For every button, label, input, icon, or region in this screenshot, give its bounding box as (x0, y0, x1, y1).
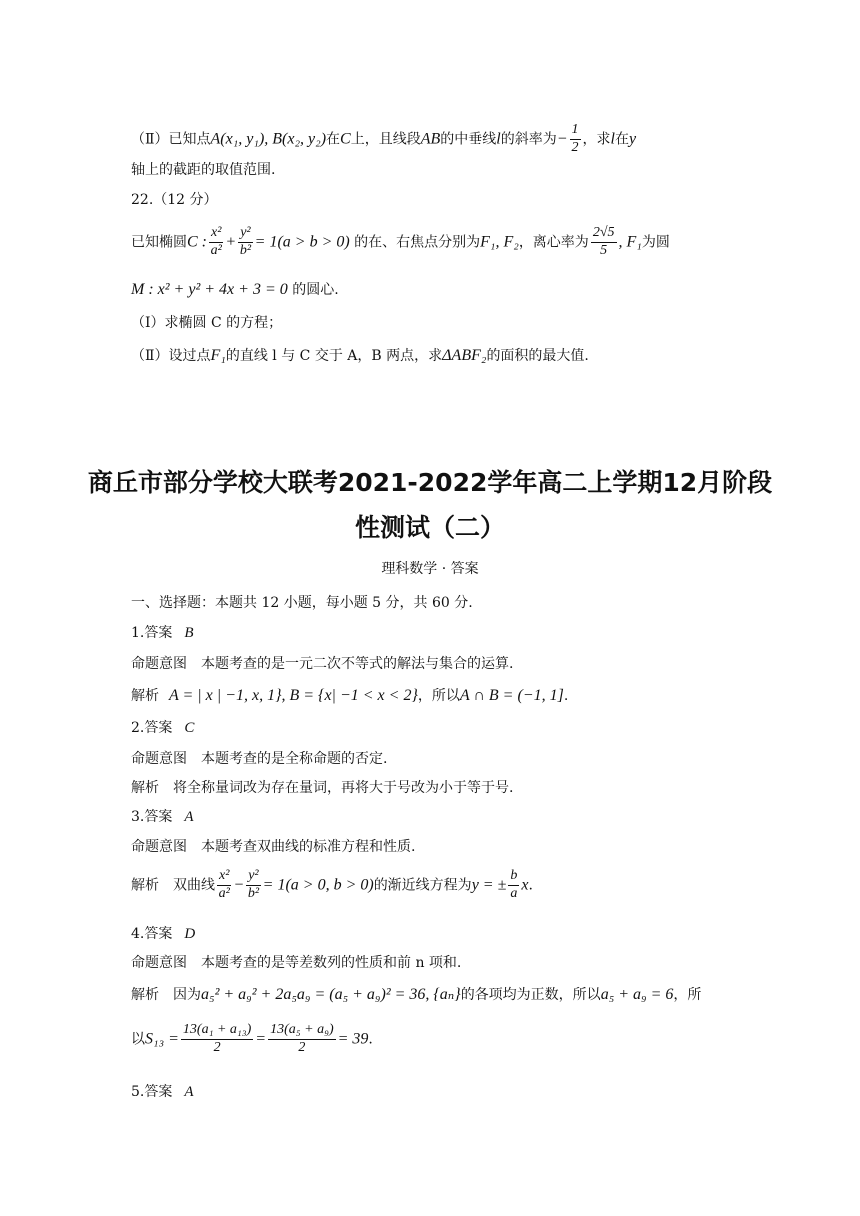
question-22-header: 22.（12 分） (131, 192, 218, 208)
answer-4-intent: 命题意图 本题考查的是等差数列的性质和前 n 项和. (131, 955, 462, 971)
math: y (628, 130, 637, 148)
minus-sign: − (233, 876, 245, 894)
math: A ∩ B = (−1, 1] (459, 687, 564, 704)
text: 的中垂线 (440, 131, 497, 148)
fraction (238, 225, 252, 260)
text: ，求 (582, 131, 611, 148)
math: A = | x | −1, x, 1}, B = {x| −1 < x < 2} (169, 687, 418, 704)
numerator: x² (209, 225, 223, 243)
denominator: a (510, 885, 518, 901)
page-subtitle: 理科数学 · 答案 (381, 561, 479, 577)
section-heading: 一、选择题：本题共 12 小题，每小题 5 分，共 60 分. (131, 595, 473, 611)
math: = 39 (337, 1030, 369, 1048)
math: a₅ + a₉ = 6 (600, 986, 674, 1003)
answer-3-intent: 命题意图 本题考查双曲线的标准方程和性质. (131, 839, 416, 855)
denominator: b² (239, 242, 252, 258)
page-title-line1: 商丘市部分学校大联考2021-2022学年高二上学期12月阶段 (87, 468, 773, 497)
answer-label: 5.答案 (131, 1084, 173, 1100)
denominator: 2 (298, 1039, 306, 1055)
numerator: y² (238, 225, 252, 243)
text: 为圆 (641, 234, 670, 251)
numerator: 2√5 (591, 225, 617, 243)
math: C : (187, 233, 207, 251)
math: M : x² + y² + 4x + 3 = 0 (131, 281, 288, 298)
minus-sign: − (556, 130, 568, 148)
answer-4 (131, 927, 195, 942)
denominator: a² (218, 885, 230, 901)
text: 的斜率为 (500, 131, 557, 148)
question-22-part2 (131, 348, 589, 364)
answer-letter: A (184, 809, 194, 825)
text: ，离心率为 (518, 234, 589, 251)
text: 上，且线段 (350, 131, 421, 148)
answer-1 (131, 626, 194, 641)
text: 解析 因为 (131, 987, 201, 1003)
math: C (340, 130, 351, 148)
plus-sign: + (225, 233, 237, 251)
denominator: 2 (213, 1039, 221, 1055)
text: 在 (614, 131, 629, 148)
text: 以 (131, 1031, 145, 1048)
math: F₁, F₂ (480, 233, 519, 251)
question-22-line2 (131, 282, 339, 298)
text: ，所以 (417, 688, 460, 704)
answer-letter: D (184, 926, 196, 942)
fraction (570, 122, 581, 157)
fraction (268, 1022, 336, 1057)
question-22-line1 (131, 225, 670, 260)
math: x (521, 876, 529, 894)
question-21-part2-line2: 轴上的截距的取值范围. (131, 162, 276, 178)
text: . (528, 877, 533, 894)
text: 已知椭圆 (131, 234, 187, 251)
fraction (209, 225, 223, 260)
text: . (563, 688, 569, 704)
fraction (246, 868, 260, 903)
text: ，所 (673, 987, 702, 1003)
numerator: b (508, 868, 519, 886)
math: A(x₁, y₁), B(x₂, y₂) (210, 130, 327, 148)
text: 的在、右焦点分别为 (354, 234, 481, 251)
math: AB (420, 130, 441, 148)
math: l (496, 130, 501, 148)
answer-3-analysis (131, 868, 533, 903)
text: （Ⅱ）已知点 (131, 131, 211, 148)
answer-label: 1.答案 (131, 625, 173, 641)
math: ΔABF₂ (442, 347, 487, 364)
answer-5 (131, 1085, 194, 1100)
analysis-label: 解析 (131, 688, 159, 704)
denominator: 5 (600, 242, 608, 258)
answer-letter: B (184, 625, 194, 641)
numerator: 1 (570, 122, 581, 140)
answer-2-intent: 命题意图 本题考查的是全称命题的否定. (131, 751, 388, 767)
text: 的圆心. (292, 282, 339, 298)
fraction (217, 868, 231, 903)
answer-label: 3.答案 (131, 809, 173, 825)
math: l (610, 130, 615, 148)
answer-1-intent: 命题意图 本题考查的是一元二次不等式的解法与集合的运算. (131, 656, 514, 672)
math: y = ± (471, 876, 507, 894)
numerator: y² (246, 868, 260, 886)
fraction (591, 225, 617, 260)
math: , F₁ (618, 233, 642, 251)
question-21-part2-line1 (131, 122, 636, 157)
answer-2 (131, 721, 194, 736)
answer-4-analysis-line2 (131, 1022, 373, 1057)
math: = 1(a > b > 0) (254, 233, 350, 251)
denominator: b² (247, 885, 260, 901)
answer-3 (131, 810, 194, 825)
text: 的各项均为正数，所以 (460, 987, 601, 1003)
denominator: a² (210, 242, 222, 258)
answer-4-analysis-line1 (131, 987, 701, 1003)
text: . (368, 1031, 373, 1048)
question-22-part1: （Ⅰ）求椭圆 C 的方程； (131, 315, 283, 331)
text: 在 (326, 131, 341, 148)
math: = (255, 1030, 267, 1048)
answer-2-analysis: 解析 将全称量词改为存在量词，再将大于号改为小于等于号. (131, 780, 514, 796)
answer-letter: C (184, 720, 195, 736)
fraction (181, 1022, 253, 1057)
answer-label: 4.答案 (131, 926, 173, 942)
math: F₁ (210, 347, 226, 364)
text: 解析 双曲线 (131, 877, 215, 894)
text: 的渐近线方程为 (373, 877, 472, 894)
page-title-line2: 性测试（二） (354, 513, 505, 542)
numerator: 13(a₅ + a₉) (268, 1022, 336, 1040)
answer-letter: A (184, 1084, 194, 1100)
answer-label: 2.答案 (131, 720, 173, 736)
math: S₁₃ = (145, 1030, 179, 1048)
numerator: x² (217, 868, 231, 886)
fraction (508, 868, 519, 903)
text: 的面积的最大值. (486, 348, 589, 364)
text: （Ⅱ）设过点 (131, 348, 211, 364)
denominator: 2 (571, 139, 579, 155)
math: a₅² + a₉² + 2a₅a₉ = (a₅ + a₉)² = 36, {aₙ} (201, 986, 461, 1003)
math: = 1(a > 0, b > 0) (262, 876, 374, 894)
text: 的直线 l 与 C 交于 A，B 两点，求 (225, 348, 443, 364)
numerator: 13(a₁ + a₁₃) (181, 1022, 253, 1040)
answer-1-analysis (131, 688, 568, 704)
